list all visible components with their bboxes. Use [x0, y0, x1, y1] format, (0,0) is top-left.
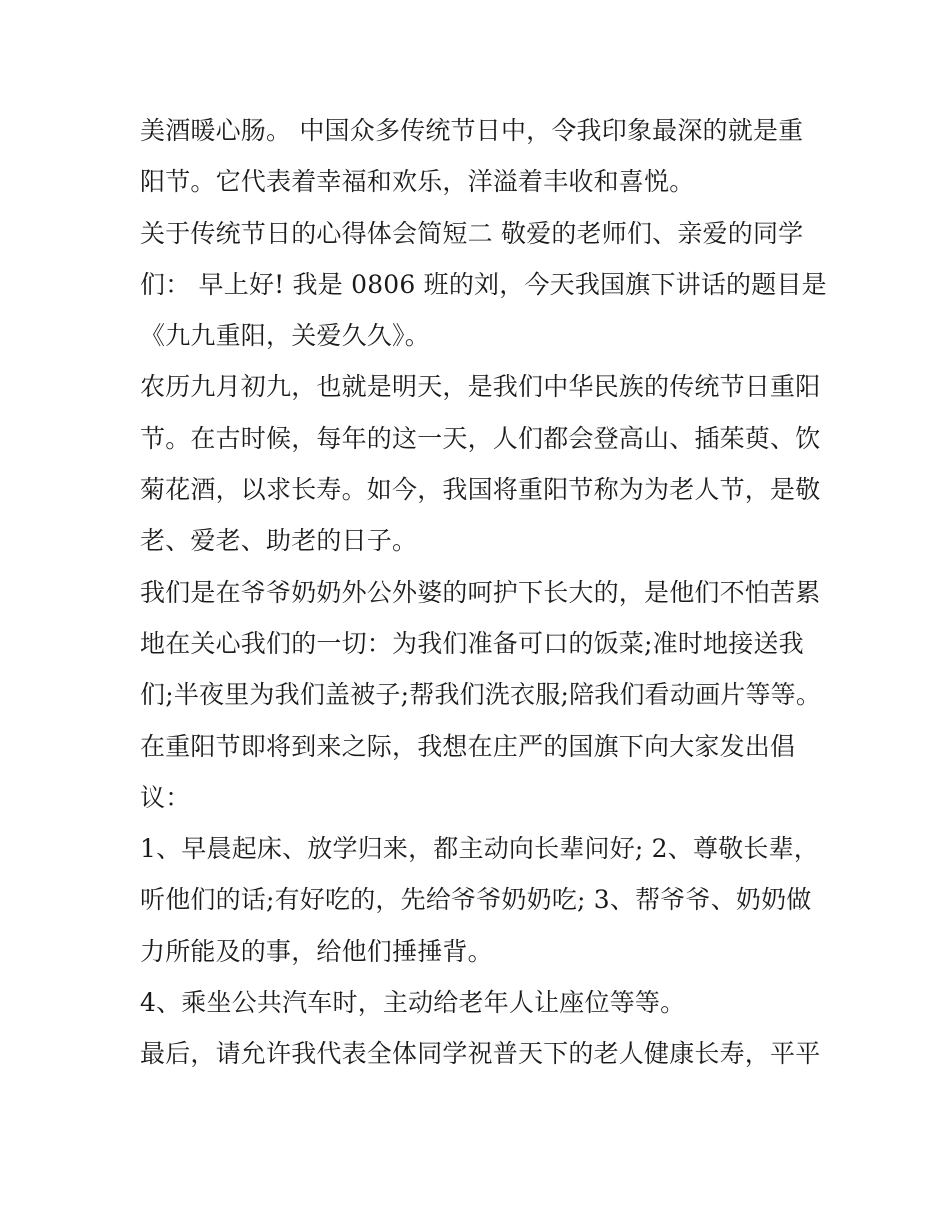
- text-line: 们： 早上好! 我是 0806 班的刘，今天我国旗下讲话的题目是: [140, 269, 827, 299]
- text-line: 们;半夜里为我们盖被子;帮我们洗衣服;陪我们看动画片等等。: [140, 680, 822, 710]
- text-line: 《九九重阳，关爱久久》。: [140, 321, 430, 351]
- text-line: 议：: [140, 782, 191, 812]
- text-line: 力所能及的事，给他们捶捶背。: [140, 936, 493, 966]
- text-line: 农历九月初九，也就是明天，是我们中华民族的传统节日重阳: [140, 372, 821, 402]
- text-line: 老、爱老、助老的日子。: [140, 526, 418, 556]
- text-line: 美酒暖心肠。 中国众多传统节日中，令我印象最深的就是重: [140, 116, 804, 145]
- text-line: 菊花酒，以求长寿。如今，我国将重阳节称为为老人节，是敬: [140, 475, 821, 505]
- text-line: 4、乘坐公共汽车时，主动给老年人让座位等等。: [140, 988, 686, 1018]
- text-line: 听他们的话;有好吃的，先给爷爷奶奶吃; 3、帮爷爷、奶奶做: [140, 885, 812, 915]
- text-line: 节。在古时候，每年的这一天，人们都会登高山、插茱萸、饮: [140, 423, 821, 453]
- text-line: 阳节。它代表着幸福和欢乐，洋溢着丰收和喜悦。: [140, 167, 695, 197]
- text-line: 1、早晨起床、放学归来，都主动向长辈问好; 2、尊敬长辈，: [140, 834, 819, 864]
- text-line: 最后，请允许我代表全体同学祝普天下的老人健康长寿，平平: [140, 1039, 821, 1069]
- text-line: 关于传统节日的心得体会简短二 敬爱的老师们、亲爱的同学: [140, 218, 804, 248]
- text-line: 地在关心我们的一切：为我们准备可口的饭菜;准时地接送我: [140, 628, 804, 658]
- text-line: 我们是在爷爷奶奶外公外婆的呵护下长大的，是他们不怕苦累: [140, 577, 821, 607]
- body-text: [140, 105, 827, 1080]
- text-line: 在重阳节即将到来之际，我想在庄严的国旗下向大家发出倡: [140, 731, 796, 761]
